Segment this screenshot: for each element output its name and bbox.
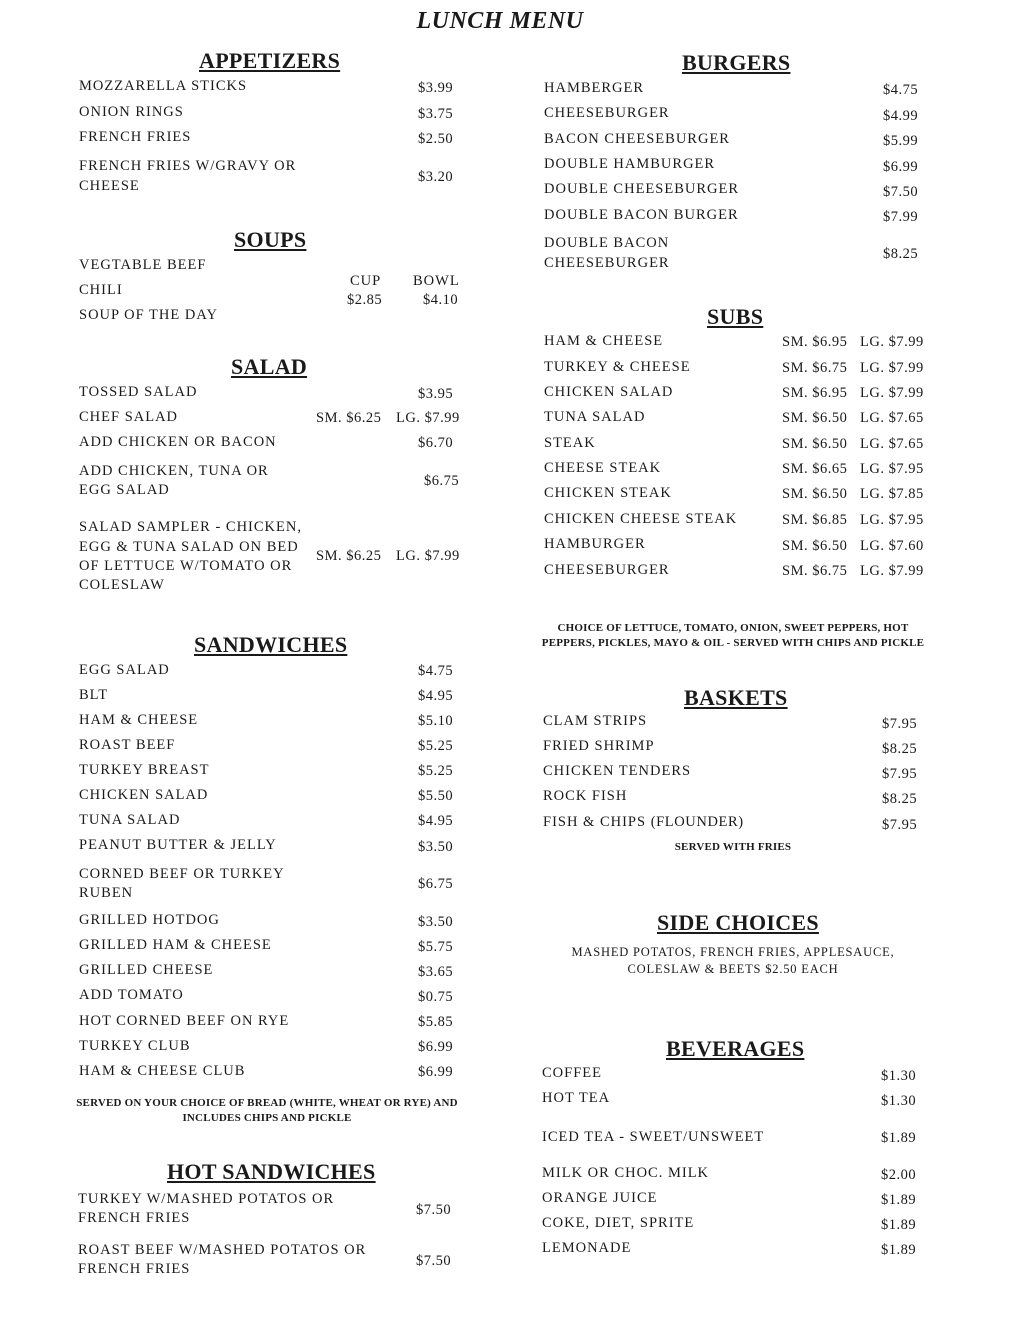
sandwich-item-name: CORNED BEEF OR TURKEY (79, 866, 285, 882)
sandwich-item-price: $5.75 (418, 939, 454, 955)
basket-item-main: FISH & CHIPS (543, 814, 647, 830)
sub-item-sm-price: SM. $6.95 (782, 334, 848, 350)
salad-item-lg-price: LG. $7.99 (396, 548, 460, 564)
basket-item-name (543, 812, 744, 832)
hot-sandwich-item-name: FRENCH FRIES (78, 1261, 191, 1277)
beverage-item-price: $1.30 (881, 1068, 917, 1084)
salad-item-price: $6.70 (418, 435, 454, 451)
salad-item-name: COLESLAW (79, 577, 165, 593)
sub-item-sm-price: SM. $6.75 (782, 360, 848, 376)
basket-item-price: $7.95 (882, 817, 918, 833)
soup-cup-label: CUP (350, 273, 382, 289)
sandwich-item-name: TURKEY CLUB (79, 1038, 191, 1054)
hot-sandwiches-heading: HOT SANDWICHES (167, 1159, 376, 1184)
basket-item-price: $7.95 (882, 716, 918, 732)
side-choices-heading: SIDE CHOICES (657, 910, 819, 935)
sandwich-item-price: $3.50 (418, 839, 454, 855)
sandwich-item-price: $6.99 (418, 1039, 454, 1055)
sandwich-item-price: $5.85 (418, 1014, 454, 1030)
sub-item-lg-price: LG. $7.99 (860, 385, 924, 401)
beverage-item-name: ICED TEA - SWEET/UNSWEET (542, 1129, 765, 1145)
soup-item-name: SOUP OF THE DAY (79, 307, 218, 323)
sub-item-name: CHICKEN STEAK (544, 485, 672, 501)
basket-item-suffix: (FLOUNDER) (650, 814, 744, 830)
sandwich-item-name: ROAST BEEF (79, 737, 176, 753)
hot-sandwich-item-name: FRENCH FRIES (78, 1210, 191, 1226)
soup-cup-price: $2.85 (347, 292, 383, 308)
soup-bowl-price: $4.10 (423, 292, 459, 308)
burgers-heading: BURGERS (682, 50, 791, 75)
burger-item-price: $4.75 (883, 82, 919, 98)
salad-item-name: EGG SALAD (79, 482, 170, 498)
sub-item-lg-price: LG. $7.60 (860, 538, 924, 554)
baskets-heading: BASKETS (684, 685, 788, 710)
sub-item-sm-price: SM. $6.95 (782, 385, 848, 401)
sub-item-name: HAMBURGER (544, 536, 646, 552)
burger-item-name: BACON CHEESEBURGER (544, 131, 730, 147)
side-choices-text: MASHED POTATOS, FRENCH FRIES, APPLESAUCE, COLESLAW & BEETS $2.50 EACH (571, 945, 895, 976)
sub-item-lg-price: LG. $7.95 (860, 461, 924, 477)
burger-item-price: $5.99 (883, 133, 919, 149)
sandwich-item-price: $4.95 (418, 688, 454, 704)
basket-item-price: $8.25 (882, 791, 918, 807)
salad-item-price: $6.75 (424, 473, 460, 489)
appetizer-item-name: FRENCH FRIES (79, 129, 192, 145)
subs-note: CHOICE OF LETTUCE, TOMATO, ONION, SWEET PEPPERS, HOT PEPPERS, PICKLES, MAYO & OIL - SERVED WITH CHIPS AND PICKLE (541, 622, 925, 649)
burger-item-price: $7.99 (883, 209, 919, 225)
basket-item-price: $8.25 (882, 741, 918, 757)
sandwich-item-name: GRILLED CHEESE (79, 962, 214, 978)
sandwich-item-price: $4.95 (418, 813, 454, 829)
salad-item-sm-price: SM. $6.25 (316, 548, 382, 564)
sandwich-item-price: $5.50 (418, 788, 454, 804)
appetizer-item-price: $3.99 (418, 80, 454, 96)
beverage-item-name: LEMONADE (542, 1240, 632, 1256)
basket-item-name: ROCK FISH (543, 788, 628, 804)
beverage-item-price: $1.89 (881, 1192, 917, 1208)
sub-item-name: CHICKEN CHEESE STEAK (544, 511, 738, 527)
sandwich-item-price: $4.75 (418, 663, 454, 679)
sandwich-item-name: HAM & CHEESE CLUB (79, 1063, 246, 1079)
burger-item-price: $6.99 (883, 159, 919, 175)
sub-item-name: STEAK (544, 435, 596, 451)
appetizer-item-price: $3.20 (418, 169, 454, 185)
hot-sandwich-item-name: ROAST BEEF W/MASHED POTATOS OR (78, 1242, 367, 1258)
salad-item-name: TOSSED SALAD (79, 384, 198, 400)
sandwich-item-price: $6.75 (418, 876, 454, 892)
sub-item-lg-price: LG. $7.99 (860, 334, 924, 350)
sub-item-lg-price: LG. $7.95 (860, 512, 924, 528)
salad-item-name: SALAD SAMPLER - CHICKEN, (79, 519, 302, 535)
salad-item-name: EGG & TUNA SALAD ON BED (79, 539, 299, 555)
sandwich-item-price: $3.50 (418, 914, 454, 930)
sandwich-item-name: EGG SALAD (79, 662, 170, 678)
salad-item-name: ADD CHICKEN OR BACON (79, 434, 277, 450)
beverage-item-price: $1.89 (881, 1130, 917, 1146)
burger-item-name: CHEESEBURGER (544, 105, 670, 121)
appetizer-item-name: MOZZARELLA STICKS (79, 78, 248, 94)
salad-item-lg-price: LG. $7.99 (396, 410, 460, 426)
sandwich-item-name: TURKEY BREAST (79, 762, 210, 778)
basket-item-price: $7.95 (882, 766, 918, 782)
beverage-item-name: ORANGE JUICE (542, 1190, 658, 1206)
appetizer-item-price: $2.50 (418, 131, 454, 147)
beverage-item-price: $1.89 (881, 1242, 917, 1258)
sandwich-item-name: CHICKEN SALAD (79, 787, 209, 803)
subs-heading: SUBS (707, 304, 764, 329)
soups-heading: SOUPS (234, 227, 307, 252)
beverage-item-price: $1.30 (881, 1093, 917, 1109)
sandwich-item-price: $5.10 (418, 713, 454, 729)
sub-item-sm-price: SM. $6.50 (782, 436, 848, 452)
sub-item-name: TUNA SALAD (544, 409, 646, 425)
burger-item-name: DOUBLE CHEESEBURGER (544, 181, 740, 197)
burger-item-name: CHEESEBURGER (544, 255, 670, 271)
basket-item-name: FRIED SHRIMP (543, 738, 655, 754)
soup-bowl-label: BOWL (413, 273, 460, 289)
sandwich-item-name: ADD TOMATO (79, 987, 184, 1003)
salad-heading: SALAD (231, 354, 308, 379)
beverage-item-name: COFFEE (542, 1065, 602, 1081)
sandwich-item-name: TUNA SALAD (79, 812, 181, 828)
sandwich-item-name: BLT (79, 687, 109, 703)
sandwich-item-price: $3.65 (418, 964, 454, 980)
beverage-item-name: MILK OR CHOC. MILK (542, 1165, 710, 1181)
burger-item-price: $7.50 (883, 184, 919, 200)
sub-item-lg-price: LG. $7.65 (860, 410, 924, 426)
burger-item-price: $4.99 (883, 108, 919, 124)
salad-item-name: CHEF SALAD (79, 409, 179, 425)
sandwich-item-name: PEANUT BUTTER & JELLY (79, 837, 277, 853)
sub-item-lg-price: LG. $7.85 (860, 486, 924, 502)
appetizer-item-name: ONION RINGS (79, 104, 184, 120)
appetizer-item-name: FRENCH FRIES W/GRAVY OR (79, 158, 297, 174)
appetizer-item-price: $3.75 (418, 106, 454, 122)
sub-item-sm-price: SM. $6.50 (782, 538, 848, 554)
sandwich-item-name: HOT CORNED BEEF ON RYE (79, 1013, 290, 1029)
sub-item-sm-price: SM. $6.85 (782, 512, 848, 528)
baskets-note: SERVED WITH FRIES (674, 841, 792, 853)
sub-item-sm-price: SM. $6.50 (782, 486, 848, 502)
beverage-item-price: $1.89 (881, 1217, 917, 1233)
hot-sandwich-item-name: TURKEY W/MASHED POTATOS OR (78, 1191, 335, 1207)
sandwich-item-price: $5.25 (418, 738, 454, 754)
sub-item-name: CHEESE STEAK (544, 460, 662, 476)
soup-item-name: CHILI (79, 282, 123, 298)
beverages-heading: BEVERAGES (666, 1036, 805, 1061)
burger-item-name: HAMBERGER (544, 80, 645, 96)
burger-item-name: DOUBLE HAMBURGER (544, 156, 716, 172)
appetizers-heading: APPETIZERS (199, 48, 341, 73)
appetizer-item-name: CHEESE (79, 178, 140, 194)
sandwich-item-price: $5.25 (418, 763, 454, 779)
sub-item-sm-price: SM. $6.65 (782, 461, 848, 477)
salad-item-name: OF LETTUCE W/TOMATO OR (79, 558, 293, 574)
basket-item-name: CHICKEN TENDERS (543, 763, 692, 779)
burger-item-price: $8.25 (883, 246, 919, 262)
sandwich-item-name: GRILLED HAM & CHEESE (79, 937, 272, 953)
sub-item-name: TURKEY & CHEESE (544, 359, 691, 375)
sandwich-item-name: HAM & CHEESE (79, 712, 199, 728)
beverage-item-price: $2.00 (881, 1167, 917, 1183)
burger-item-name: DOUBLE BACON BURGER (544, 207, 739, 223)
sandwich-item-price: $0.75 (418, 989, 454, 1005)
hot-sandwich-item-price: $7.50 (416, 1202, 452, 1218)
sub-item-name: HAM & CHEESE (544, 333, 664, 349)
salad-item-name: ADD CHICKEN, TUNA OR (79, 463, 269, 479)
page-title: LUNCH MENU (416, 8, 584, 34)
sub-item-lg-price: LG. $7.99 (860, 360, 924, 376)
salad-item-price: $3.95 (418, 386, 454, 402)
basket-item-name: CLAM STRIPS (543, 713, 648, 729)
sub-item-lg-price: LG. $7.65 (860, 436, 924, 452)
beverage-item-name: HOT TEA (542, 1090, 611, 1106)
sub-item-name: CHEESEBURGER (544, 562, 670, 578)
soup-item-name: VEGTABLE BEEF (79, 257, 207, 273)
sandwich-item-name: RUBEN (79, 885, 134, 901)
hot-sandwich-item-price: $7.50 (416, 1253, 452, 1269)
sub-item-lg-price: LG. $7.99 (860, 563, 924, 579)
salad-item-sm-price: SM. $6.25 (316, 410, 382, 426)
sandwiches-note: SERVED ON YOUR CHOICE OF BREAD (WHITE, WHEAT OR RYE) AND INCLUDES CHIPS AND PICKLE (76, 1097, 458, 1124)
sandwich-item-name: GRILLED HOTDOG (79, 912, 220, 928)
burger-item-name: DOUBLE BACON (544, 235, 670, 251)
sub-item-sm-price: SM. $6.50 (782, 410, 848, 426)
sandwich-item-price: $6.99 (418, 1064, 454, 1080)
sub-item-sm-price: SM. $6.75 (782, 563, 848, 579)
sandwiches-heading: SANDWICHES (194, 632, 348, 657)
beverage-item-name: COKE, DIET, SPRITE (542, 1215, 695, 1231)
sub-item-name: CHICKEN SALAD (544, 384, 674, 400)
